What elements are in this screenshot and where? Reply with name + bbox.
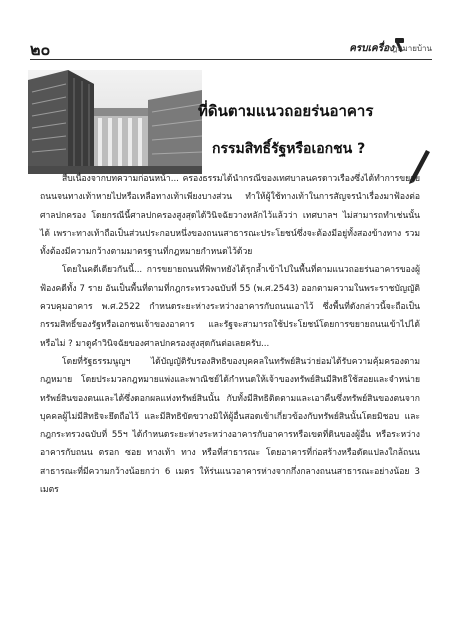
article-body <box>40 170 420 499</box>
section-name: กฎหมายบ้าน <box>387 44 432 53</box>
header-rule <box>30 59 432 60</box>
body-paragraph: โดยที่รัฐธรรมนูญฯ ได้บัญญัติรับรองสิทธิของบุคคลในทรัพย์สินว่าย่อมได้รับความคุ้มครองตามกฎหมาย โดยประมวลกฎหมายแพ่งและพาณิชย์ได้กำหนดให้เจ้าของทรัพย์สินมีสิทธิใช้สอยและจำหน่ายทรัพย์สินของตนและได้ซึ่งดอกผลแห่งทรัพย์สินนั้น กับทั้งมีสิทธิติดตามและเอาคืนซึ่งทรัพย์สินของตนจากบุคคลผู้ไม่มีสิทธิจะยึดถือไว้ และมีสิทธิขัดขวางมิให้ผู้อื่นสอดเข้าเกี่ยวข้องกับทรัพย์สินนั้นโดยมิชอบ และกฎกระทรวงฉบับที่ 55ฯ ได้กำหนดระยะห่างระหว่างอาคารกับอาคารหรือเขตที่ดินของผู้อื่น หรือระหว่างอาคารกับถนน ตรอก ซอย ทางเท้า ทาง หรือที่สาธารณะ โดยอาคารที่ก่อสร้างหรือดัดแปลงใกล้ถนนสาธารณะที่มีความกว้างน้อยกว่า 6 เมตร ให้ร่นแนวอาคารห่างจากกึ่งกลางถนนสาธารณะอย่างน้อย 3 เมตร <box>40 356 420 496</box>
body-paragraph: สืบเนื่องจากบทความก่อนหน้า... ครองธรรมได้นำกรณีของเทศบาลนครดาวเรืองซึ่งได้ทำการขยายถนนจนทางเท้าหายไปหรือเหลือทางเท้าเพียงบางส่วน ทำให้ผู้ใช้ทางเท้าในการสัญจรนำเรื่องมาฟ้องต่อศาลปกครอง โดยกรณีนี้ศาลปกครองสูงสุดได้วินิจฉัยวางหลักไว้แล้วว่า เทศบาลฯ ไม่สามารถทำเช่นนั้นได้ เพราะทางเท้าถือเป็นส่วนประกอบหนึ่งของถนนสาธารณะประโยชน์ซึ่งจะต้องมีอยู่ทั้งสองข้างทาง รวมทั้งต้องมีความกว้างตามมาตรฐานที่กฎหมายกำหนดไว้ด้วย <box>40 174 420 258</box>
page-number: ๒๐ <box>30 40 51 59</box>
page-header <box>30 38 432 58</box>
column-brand: ครบเครื่อง <box>349 43 394 54</box>
article-title-line1: ที่ดินตามแนวถอยร่นอาคาร <box>198 102 374 120</box>
building-photo <box>28 70 202 174</box>
body-paragraph: โดยในคดีเดียวกันนี้... การขยายถนนที่พิพาทยังได้รุกล้ำเข้าไปในพื้นที่ตามแนวถอยร่นอาคารของผู้ฟ้องคดีทั้ง 7 ราย อันเป็นพื้นที่ตามที่กฎกระทรวงฉบับที่ 55 (พ.ศ.2543) ออกตามความในพระราชบัญญัติควบคุมอาคาร พ.ศ.2522 กำหนดระยะห่างระหว่างอาคารกับถนนเอาไว้ ซึ่งพื้นที่ดังกล่าวนี้จะถือเป็นกรรมสิทธิ์ของรัฐหรือเอกชนเจ้าของอาคาร และรัฐจะสามารถใช้ประโยชน์โดยการขยายถนนเข้าไปได้หรือไม่ ? มาดูคำวินิจฉัยของศาลปกครองสูงสุดกันต่อเลยครับ... <box>40 265 420 349</box>
article-title-line2: กรรมสิทธิ์รัฐหรือเอกชน ? <box>212 141 366 157</box>
